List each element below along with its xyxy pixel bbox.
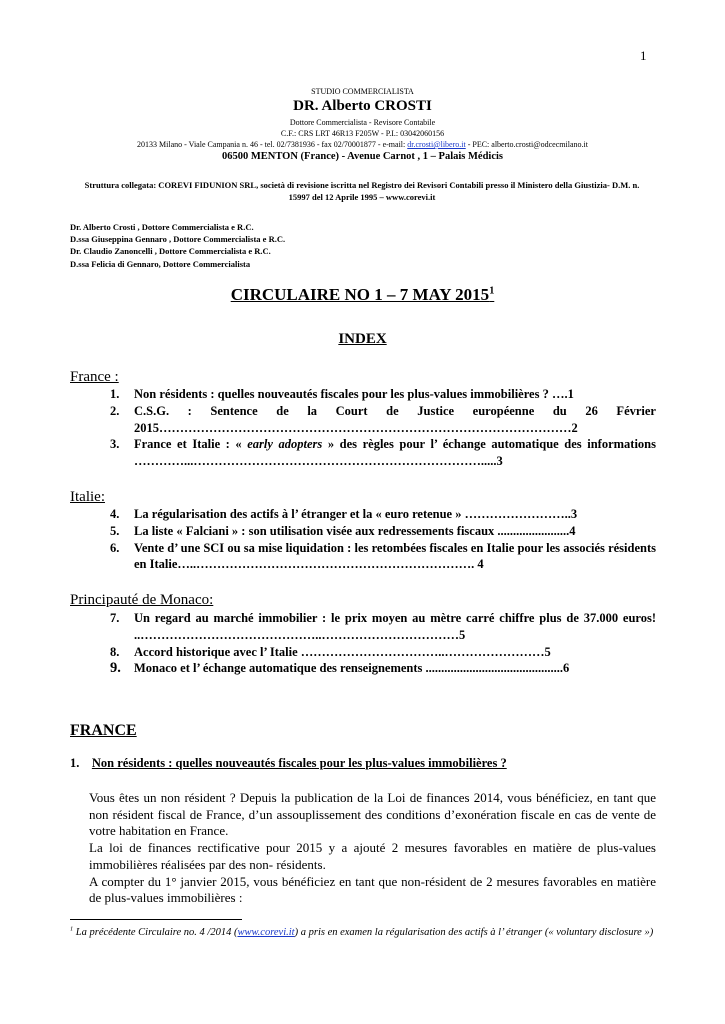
affiliated-structure: Struttura collegata: COREVI FIDUNION SRL, società di revisione iscritta nel Registro dei Revisori Contabili presso il Ministero della Giustizia- D.M. n. 15997 del 12 Aprile 1995 – www.corevi.it: [84, 180, 640, 202]
toc-monaco: [110, 610, 656, 677]
toc-item-text: Monaco et l’ échange automatique des renseignements ............................................6: [134, 661, 570, 676]
footnote: $^1$ La précédente Circulaire no. 4 /2014 (www.corevi.it) a pris en examen la régularisation des actifs à l’ étranger (« voluntary disclosure »): [70, 925, 654, 938]
team-list: [70, 221, 285, 270]
article-1-heading: [70, 756, 507, 771]
toc-item[interactable]: 5. La liste « Falciani » : son utilisation visée aux redressements fiscaux .......................4: [110, 523, 576, 538]
paragraph: La loi de finances rectificative pour 2015 y a ajouté 2 mesures favorables en matière de plus-values immobilières réalisées par des non- résidents.: [89, 840, 656, 872]
circular-title: CIRCULAIRE NO 1 – 7 MAY 2015$^1$: [230, 285, 495, 304]
toc-item-text: Non résidents : quelles nouveautés fiscales pour les plus-values immobilières ? ….1: [134, 387, 574, 401]
doctor-name: DR. Alberto CROSTI: [293, 98, 432, 114]
toc-item-text: Un regard au marché immobilier : le prix moyen au mètre carré chiffre plus de 37.000 euros! ..……………………………………..……………………………5: [134, 611, 656, 642]
email-link[interactable]: dr.crosti@libero.it: [407, 140, 466, 149]
toc-item[interactable]: 3. France et Italie : « early adopters » des règles pour l’ échange automatique des informations …………...…………………………………………………………….....3: [110, 437, 656, 469]
section-france-label: France :: [70, 369, 119, 385]
article-1-title: Non résidents : quelles nouveautés fiscales pour les plus-values immobilières ?: [91, 756, 507, 770]
team-member: D.ssa Giuseppina Gennaro , Dottore Commercialista e R.C.: [70, 234, 286, 245]
fiscal-codes: C.F.: CRS LRT 46R13 F205W - P.I.: 03042060156: [280, 129, 445, 138]
section-france-heading: FRANCE: [70, 722, 137, 739]
toc-item[interactable]: 6. Vente d’ une SCI ou sa mise liquidation : les retombées fiscales en Italie pour les associés résidents en Italie…..…………………………………………………………. 4: [110, 540, 656, 572]
article-1-body: [89, 790, 656, 907]
contact-line: [0, 139, 725, 150]
team-member: Dr. Claudio Zanoncelli , Dottore Commercialista e R.C.: [70, 246, 271, 257]
circular-title-wrap: [0, 285, 725, 305]
studio-label: STUDIO COMMERCIALISTA: [311, 87, 414, 96]
toc-item[interactable]: 8. Accord historique avec l’ Italie ……………………………..……………………5: [110, 644, 551, 659]
toc-item-text: Accord historique avec l’ Italie ……………………………..……………………5: [134, 644, 551, 659]
section-monaco-label: Principauté de Monaco:: [70, 592, 214, 608]
toc-item-text: La régularisation des actifs à l’ étranger et la « euro retenue » ……………………..3: [134, 507, 578, 521]
section-italie-label: Italie:: [70, 489, 105, 505]
toc-item-text: Vente d’ une SCI ou sa mise liquidation : les retombées fiscales en Italie pour les associés résidents en Italie…..…………………………………………………………. 4: [134, 540, 656, 572]
toc-item[interactable]: 4. La régularisation des actifs à l’ étranger et la « euro retenue » ……………………..3: [110, 507, 578, 521]
footnote-mark: 1: [70, 925, 74, 933]
footnote-divider: [70, 919, 242, 920]
contact-address: 20133 Milano - Viale Campania n. 46 - tel. 02/7381936 - fax 02/70001877 - e-mail:: [137, 140, 408, 149]
toc-item[interactable]: 1. Non résidents : quelles nouveautés fiscales pour les plus-values immobilières ? ….1: [110, 387, 574, 401]
index-title: INDEX: [338, 331, 387, 347]
corevi-link[interactable]: www.corevi.it: [237, 927, 295, 938]
toc-item-italic: early adopters: [247, 437, 323, 452]
menton-address: 06500 MENTON (France) - Avenue Carnot , 1 – Palais Médicis: [221, 151, 504, 162]
toc-item[interactable]: 7. Un regard au marché immobilier : le prix moyen au mètre carré chiffre plus de 37.000 euros! ..……………………………………..……………………………5: [110, 611, 656, 642]
toc-item[interactable]: 9. Monaco et l’ échange automatique des renseignements ............................................6: [110, 660, 570, 677]
toc-item-text: La liste « Falciani » : son utilisation visée aux redressements fiscaux .......................4: [134, 523, 576, 538]
toc-item-text: C.S.G. : Sentence de la Court de Justice européenne du 26 Février 2015………………………………………………………………………………………2: [134, 403, 656, 435]
index-title-wrap: [0, 330, 725, 348]
toc-france: [110, 386, 656, 470]
toc-item[interactable]: 2. C.S.G. : Sentence de la Court de Justice européenne du 26 Février 2015………………………………………………………………………………………2: [110, 403, 656, 435]
toc-italie: [110, 506, 656, 573]
page-number: 1: [640, 48, 647, 63]
paragraph: Vous êtes un non résident ? Depuis la publication de la Loi de finances 2014, vous bénéficiez, en tant que non résident fiscal de France, d’un assouplissement des conditions d’exonération fiscale en cas de vente de votre habitation en France.: [89, 790, 656, 839]
team-member: Dr. Alberto Crosti , Dottore Commercialista e R.C.: [70, 222, 254, 232]
team-member: D.ssa Felicia di Gennaro, Dottore Commercialista: [70, 258, 251, 269]
doctor-role: Dottore Commercialista - Revisore Contabile: [289, 118, 436, 127]
paragraph: A compter du 1° janvier 2015, vous bénéficiez en tant que non-résident de 2 mesures favorables en matière de plus-values immobilières :: [89, 873, 656, 906]
footnote-ref[interactable]: 1: [489, 285, 495, 297]
contact-pec: - PEC: alberto.crosti@odcecmilano.it: [465, 140, 588, 149]
article-1-number: 1.: [70, 756, 80, 770]
